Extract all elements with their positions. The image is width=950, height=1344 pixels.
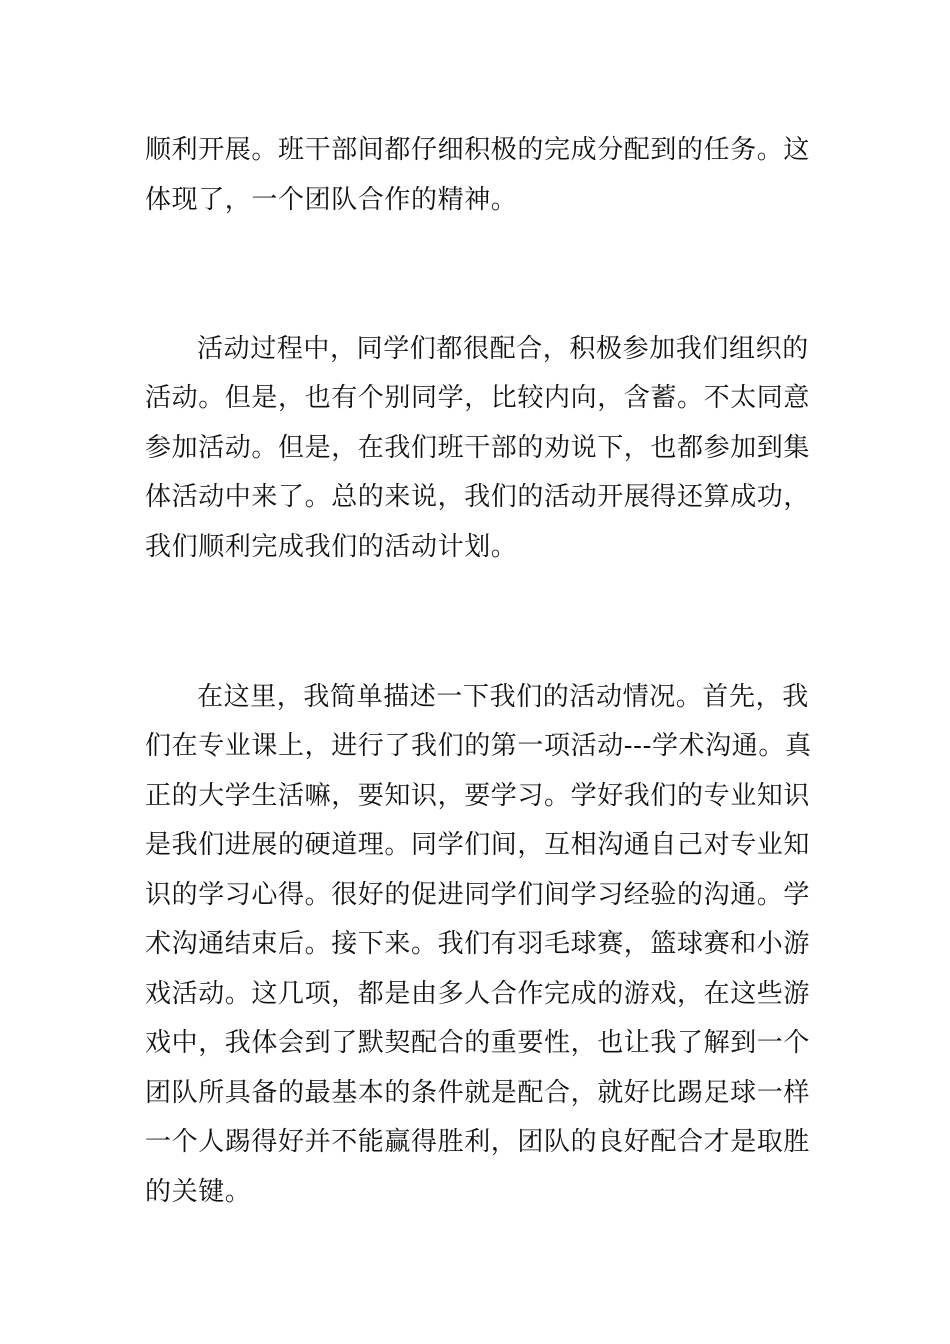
paragraph-3-line-6: 术沟通结束后。接下来。我们有羽毛球赛，篮球赛和小游 bbox=[145, 929, 811, 959]
paragraph-3-line-10: 一个人踢得好并不能赢得胜利，团队的良好配合才是取胜 bbox=[145, 1127, 811, 1157]
paragraph-2-line-3: 参加活动。但是，在我们班干部的劝说下，也都参加到集 bbox=[145, 433, 811, 463]
paragraph-2-line-5: 我们顺利完成我们的活动计划。 bbox=[145, 532, 518, 562]
paragraph-3-line-11: 的关键。 bbox=[145, 1177, 252, 1207]
paragraph-2-line-2: 活动。但是，也有个别同学，比较内向，含蓄。不太同意 bbox=[145, 383, 811, 413]
paragraph-3-line-8: 戏中，我体会到了默契配合的重要性，也让我了解到一个 bbox=[145, 1028, 811, 1058]
paragraph-2-line-4: 体活动中来了。总的来说，我们的活动开展得还算成功， bbox=[145, 482, 811, 512]
paragraph-3-line-3: 正的大学生活嘛，要知识，要学习。学好我们的专业知识 bbox=[145, 781, 811, 811]
paragraph-1-line-1: 顺利开展。班干部间都仔细积极的完成分配到的任务。这 bbox=[145, 135, 811, 165]
paragraph-2-line-1: 活动过程中，同学们都很配合，积极参加我们组织的 bbox=[197, 334, 809, 364]
paragraph-1-line-2: 体现了，一个团队合作的精神。 bbox=[145, 185, 518, 215]
paragraph-3-line-2: 们在专业课上，进行了我们的第一项活动---学术沟通。真 bbox=[145, 731, 812, 761]
paragraph-3-line-4: 是我们进展的硬道理。同学们间，互相沟通自己对专业知 bbox=[145, 830, 811, 860]
paragraph-3-line-9: 团队所具备的最基本的条件就是配合，就好比踢足球一样 bbox=[145, 1078, 811, 1108]
paragraph-3-line-1: 在这里，我简单描述一下我们的活动情况。首先，我 bbox=[197, 682, 809, 712]
paragraph-3-line-7: 戏活动。这几项，都是由多人合作完成的游戏，在这些游 bbox=[145, 979, 811, 1009]
paragraph-3-line-5: 识的学习心得。很好的促进同学们间学习经验的沟通。学 bbox=[145, 880, 811, 910]
